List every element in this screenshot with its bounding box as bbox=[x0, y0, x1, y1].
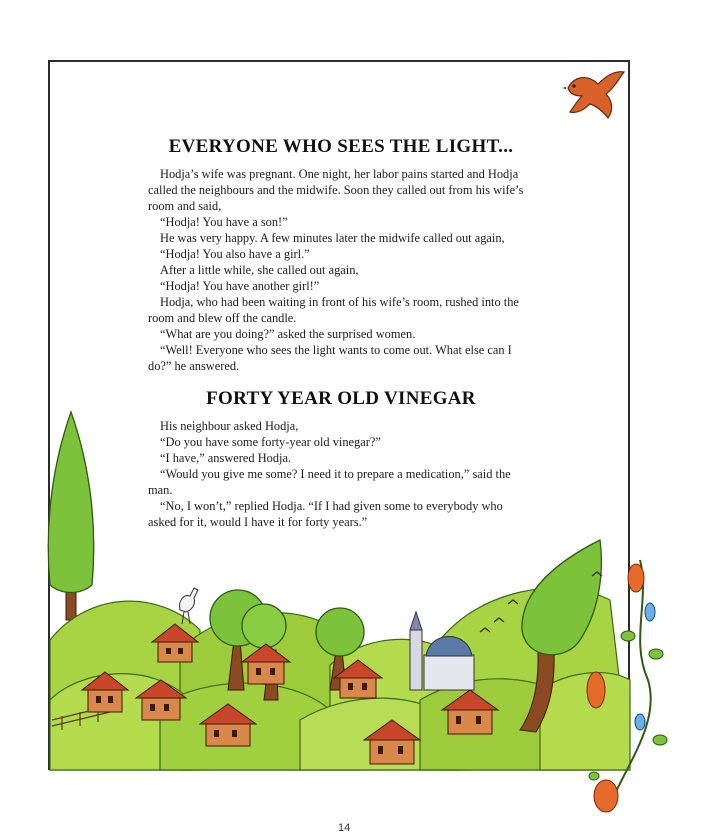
page-number: 14 bbox=[338, 822, 351, 834]
cypress-tree-icon bbox=[48, 412, 94, 620]
story-paragraph: “Hodja! You have a son!” bbox=[160, 215, 288, 229]
story-paragraph: “I have,” answered Hodja. bbox=[160, 451, 292, 465]
story-title: EVERYONE WHO SEES THE LIGHT... bbox=[168, 136, 514, 157]
story-paragraph: “Hodja! You also have a girl.” bbox=[160, 247, 310, 261]
story-paragraph: “Well! Everyone who sees the light wants to come out. What else can I do?” he answered. bbox=[148, 343, 512, 373]
story-paragraph: “What are you doing?” asked the surprised women. bbox=[160, 327, 416, 341]
story-paragraph: “Would you give me some? I need it to prepare a medication,” said the man. bbox=[148, 467, 511, 497]
story-paragraph: After a little while, she called out again, bbox=[160, 263, 359, 277]
story-paragraph: “No, I won’t,” replied Hodja. “If I had given some to everybody who asked for it, would I have it for forty years.” bbox=[148, 499, 503, 529]
story-paragraph: His neighbour asked Hodja, bbox=[160, 419, 299, 433]
story-paragraph: “Hodja! You have another girl!” bbox=[160, 279, 320, 293]
story-paragraph: He was very happy. A few minutes later the midwife called out again, bbox=[160, 231, 505, 245]
story-paragraph: Hodja, who had been waiting in front of his wife’s room, rushed into the room and blew off the candle. bbox=[148, 295, 519, 325]
story-title: FORTY YEAR OLD VINEGAR bbox=[206, 388, 476, 409]
story-paragraph: “Do you have some forty-year old vinegar?” bbox=[160, 435, 381, 449]
story-paragraph: Hodja’s wife was pregnant. One night, her labor pains started and Hodja called the neighbours and the midwife. Soon they called out from his wife’s room and said, bbox=[148, 167, 524, 213]
